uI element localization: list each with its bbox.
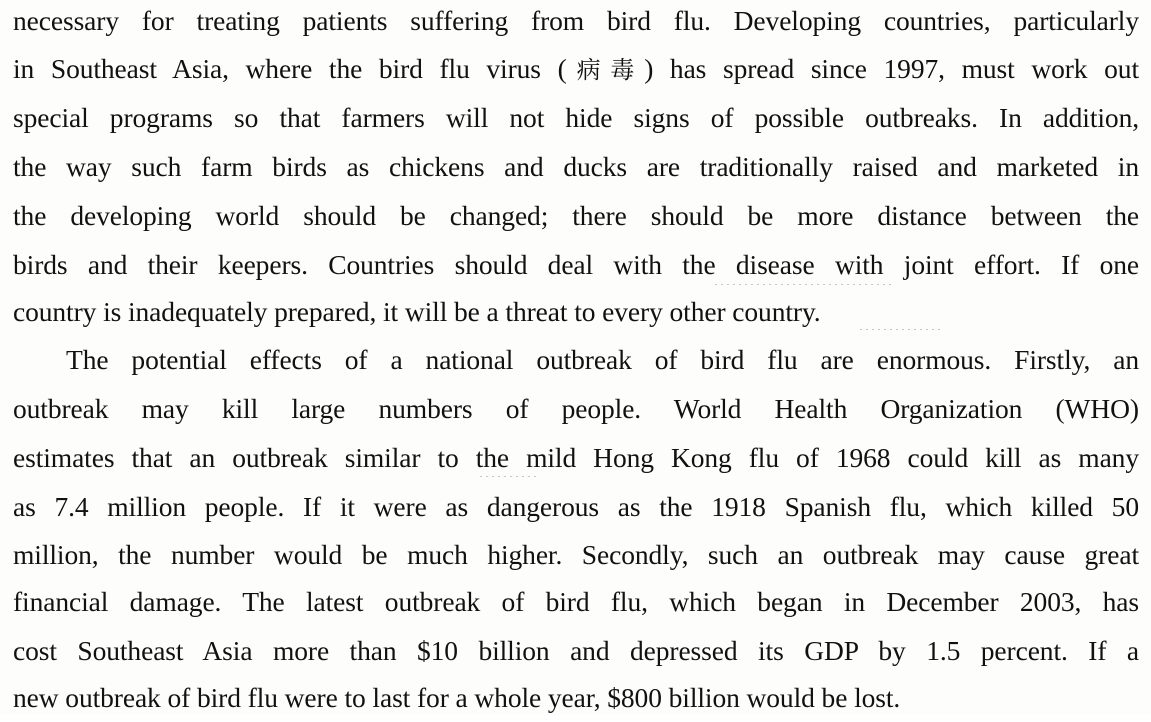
text-line: estimates that an outbreak similar to the mild Hong Kong flu of 1968 could kill as many	[13, 442, 1139, 473]
text-line: the way such farm birds as chickens and ducks are traditionally raised and marketed in	[13, 151, 1139, 182]
text-line: cost Southeast Asia more than $10 billion and depressed its GDP by 1.5 percent. If a	[13, 635, 1139, 666]
text-line: outbreak may kill large numbers of people. World Health Organization (WHO)	[13, 393, 1139, 424]
text-line: million, the number would be much higher. Secondly, such an outbreak may cause great	[13, 539, 1139, 570]
chinese-gloss: 病毒	[566, 56, 645, 84]
text-line: necessary for treating patients suffering from bird flu. Developing countries, particularly	[13, 5, 1139, 36]
scan-artifact	[715, 284, 895, 285]
scan-artifact	[860, 329, 940, 330]
text-line: The potential effects of a national outbreak of bird flu are enormous. Firstly, an	[66, 344, 1139, 375]
text-line	[13, 45, 1139, 93]
text-line: financial damage. The latest outbreak of bird flu, which began in December 2003, has	[13, 586, 1139, 617]
text-line: birds and their keepers. Countries should deal with the disease with joint effort. If one	[13, 249, 1139, 280]
text-segment: in Southeast Asia, where the bird flu virus (	[13, 53, 567, 84]
text-line: as 7.4 million people. If it were as dangerous as the 1918 Spanish flu, which killed 50	[13, 491, 1139, 522]
text-line: the developing world should be changed; there should be more distance between the	[13, 200, 1139, 231]
text-line: new outbreak of bird flu were to last for a whole year, $800 billion would be lost.	[13, 682, 901, 713]
scan-artifact	[480, 476, 540, 477]
text-line: special programs so that farmers will not hide signs of possible outbreaks. In addition,	[13, 102, 1139, 133]
text-segment: ) has spread since 1997, must work out	[644, 53, 1139, 84]
text-line: country is inadequately prepared, it will be a threat to every other country.	[13, 296, 821, 327]
